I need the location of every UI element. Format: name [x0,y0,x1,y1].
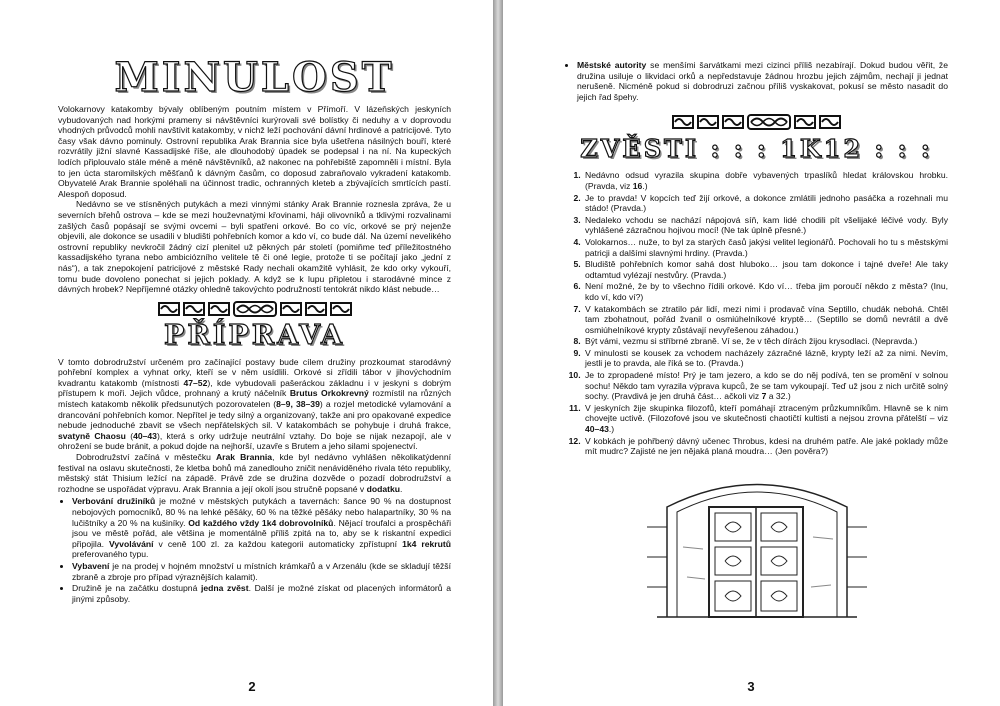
rumor-item: 9. V minulosti se kousek za vchodem nacházely zázračné lázně, krypty leží až za nimi. Nevím, jestli je to pravda, ale říká se to. (Pravda.) [583,348,948,369]
title-zvesti: ZVĚSTI : : : 1K12 : : : [580,134,933,164]
rumor-item: 3. Nedaleko vchodu se nachází nápojová síň, kam lidé chodili pít všelijaké léčivé vody. Byly vyhlášené zázračnou hojivou mocí! (Ne tak úplně přesné.) [583,215,948,236]
knot-ornament-icon [794,115,816,129]
list-item: • Městské autority se menšími šarvátkami mezi cizinci příliš nezabírají. Dokud budou věřit, že družina usiluje o likvidaci orků a nepředstavuje žádnou hrozbu jejich zájmům, nechají ji jednat nerušeně. Nicméně pokud si dobrodruzi začnou příliš vyskakovat, pokusí se město nasadit do jejich řad špehy. [577,60,948,102]
knot-ornament-icon [208,302,230,316]
knot-ornament-icon [158,302,180,316]
page-number: 2 [248,679,256,694]
rumor-item: 2. Je to pravda! V kopcích teď žijí orkové, a dokonce zmlátili jednoho pasáčka a rozehnali mu stádo! (Pravda.) [583,193,948,214]
knot-ornament-icon [183,302,205,316]
knot-ornament-center-icon [233,301,277,317]
rumor-item: 4. Volokarnos… nuže, to byl za starých časů jakýsi velitel legionářů. Pochovali ho tu s městskými patricji a dalšími slavnými hrdiny. (Pravda.) [583,237,948,258]
ornament-divider [58,301,451,317]
paragraph: Volokarnovy katakomby bývaly oblíbeným poutním místem v Přímoří. V lázeňských jeskyních vybudovaných nad horkými prameny si návštěvníci kurýrovali své bolístky či neduhy a v doprovodu vhodných průvodců mohli navštívit katakomby, v nichž leží pochování dávní hrdinové a patricijové. Tyto časy však dávno pominuly. Ostrovní republika Arak Brannia sice byla ušetřena násilných bouří, které rozvrátily jižní slavné Kassadijské říše, ale dlouhodobý úpadek se podepsal i na ní. Na kupeckých lodích připlouvalo stále méně a méně návštěvníků, až nakonec na pohřebiště zapomněli i místní. Byla to jen úcta staromilských měšťanů k dávným časům, co doposud zabraňovalo vykradení katakomb. Obyvatelé Arak Brannie spoléhali na účinnost tradic, ochranných kleteb a zbývajících smrtících pastí. Alespoň doposud. [58,104,451,199]
rumor-item: 8. Být vámi, vezmu si stříbrné zbraně. Ví se, že v těch dírách žijou krysodlaci. (Nepravda.) [583,336,948,347]
knot-ornament-icon [722,115,744,129]
bullet-list [565,60,948,102]
title-minulost: MINULOST [114,54,395,101]
paragraph: Dobrodružství začíná v městečku Arak Brannia, kde byl nedávno vyhlášen několikatýdenní festival na oslavu skutečnosti, že kletba bohů má zanedlouho zničit nenáviděného rivala této republiky, městský stát Thisium ležící na západě. Právě zde se družina dozvěde o pozadí dobrodružství a rozhodne se uspořádat výpravu. Arak Brannia a její okolí jsou stručně popsané v dodatku. [58,452,451,494]
rumor-item: 5. Bludiště pohřebních komor sahá dost hluboko… jsou tam dokonce i tajné dveře! Ale taky odtamtud vylézají nestvůry. (Pravda.) [583,259,948,280]
knot-ornament-icon [280,302,302,316]
paragraph: Nedávno se ve stísněných putykách a mezi vinnými stánky Arak Brannie roznesla zpráva, že u severních břehů ostrova – kde se mezi houževnatými křovinami, háji olivovníků a tklivými rozvalinami zašlých časů popásají se svými ovcemi – byli spatřeni orkové. Bo co víc, orkové se prý nejenže objevili, ale dokonce se usadili v bludišti pohřebních komor a kdo ví, co bude dál. Na území nevelikého ostrovní republiky nevkročil žádný cizí plenitel už pěkných pár století (pomiňme teď příležitostného kassadijského tyrana nebo ambiciózního velitele tě či oné legie, protože ti se počítají jako „jední z nás“), a tak znepokojení patricijové z městské Rady nechali okamžitě vyhlásit, že kdo orky vykouří, tomu bude dovoleno ponechat si jejich poklady. A když se k lupu připletou i starodávné mince z dávných hrobek? Nepříjemné otázky ohledně takovýchto podružností tentokrát nikdo klást nebude… [58,199,451,295]
knot-ornament-icon [305,302,327,316]
rumor-item: 6. Není možné, že by to všechno řídili orkové. Kdo ví… třeba jim poroučí někdo z města? (Inu, kdo ví, kdo ví?) [583,281,948,302]
rumor-item: 12. V kobkách je pohřbený dávný učenec Throbus, kdesi na druhém patře. Ale jaké poklady může mít mudrc? Zajisté ne jen nějaká planá moudra… (Jen pověra?) [583,436,948,457]
left-page [0,0,493,706]
rumor-item: 11. V jeskyních žije skupinka filozofů, kteří pomáhají ztraceným průzkumníkům. Hlavně se k nim chovejte uctivě. (Filozofové jsou ve skutečnosti chaotičtí kultisti a nejsou zrovna přátelští – viz 40–43.) [583,403,948,435]
list-item: • Družině je na začátku dostupná jedna zvěst. Další je možné získat od placených informátorů a jinými způsoby. [72,583,451,604]
knot-ornament-icon [672,115,694,129]
page-number: 3 [747,679,755,694]
rumor-item: 10. Je to zpropadené místo! Prý je tam jezero, a kdo se do něj podívá, ten se promění v solnou sochu! Někdo tam vyrazila výprava kupců, že se tam vykoupají. Teď už jsou z nich určitě solný sochy. (Pravdivá je jen druhá část… ačkoli viz 7 a 32.) [583,370,948,402]
right-page [503,0,1000,706]
paragraph: V tomto dobrodružství určeném pro začínající postavy bude cílem družiny prozkoumat starodávný pohřební komplex a vyhnat orky, kteří se v něm usídlili. Orkové si zřídili tábor v jihovýchodním kvadrantu katakomb (místnosti 47–52), kde vybudovali pašeráckou základnu i v jeskyni s dobrým přístupem k moři. Jejich vůdce, prohnaný a krutý náčelník Brutus Orkokrevný rozmístil na různých místech katakomb několik předsunutých pozorovatelen (8–9, 38–39) a rozjel metodické vylamování a drancování pohřebních komor. Nepřítel je tedy silný a organizovaný, takže ani pro opakované expedice nebude jednoduché zbavit se všech nepřátelských sil. V katakombách se pohybuje i druhá frakce, svatyně Chaosu (40–43), která s orky udržuje neutrální vztahy. Do boje se nijak nezapojí, ale v ohrožení se bude bránit, a pokud dojde na nejhorší, uzavře s Brutem a jeho silami spojenectví. [58,356,452,452]
list-item: • Vybavení je na prodej v hojném množství u místních krámkařů a v Arzenálu (kde se skladují těžší zbraně a zbroje pro případ výraznějších kalamit). [72,561,451,582]
knot-ornament-icon [819,115,841,129]
bullet-list [58,496,451,604]
rumor-list [565,170,948,456]
book-gutter [493,0,503,706]
ornament-divider [565,114,948,130]
title-priprava: PŘÍPRAVA [164,319,345,351]
knot-ornament-center-icon [747,114,791,130]
door-illustration [647,467,867,622]
list-item: • Verbování družiníků je možné v městských putykách a tavernách: šance 90 % na dostupnost nebojových pomocníků, 80 % na lehké pěšáky, 60 % na těžké pěšáky nebo halapartníky, 30 % na lučištníky a 20 % na kušiníky. Od každého vždy 1k4 dobrovolníků. Nějací troufalci a prospěcháři jsou ve městě pořád, ale většina je momentálně příliš zpitá na to, aby se k riskantní expedici připojila. Vyvolávání v ceně 100 zl. za každou kategorii automaticky zpřístupní 1k4 rekrutů preferovaného typu. [72,496,451,560]
rumor-item: 1. Nedávno odsud vyrazila skupina dobře vybavených trpaslíků hledat královskou hrobku. (Pravda, viz 16.) [583,170,948,191]
knot-ornament-icon [697,115,719,129]
rumor-item: 7. V katakombách se ztratilo pár lidí, mezi nimi i prodavač vína Septillo, chudák nebohá. Chtěl tam zbohatnout, pořád žvanil o osmiúhelníkové kryptě… (Septillo se domů nevrátil a dvě osmiúhelníkové krypty zůstávají nevyřešenou záhadou.) [583,304,948,336]
knot-ornament-icon [330,302,352,316]
